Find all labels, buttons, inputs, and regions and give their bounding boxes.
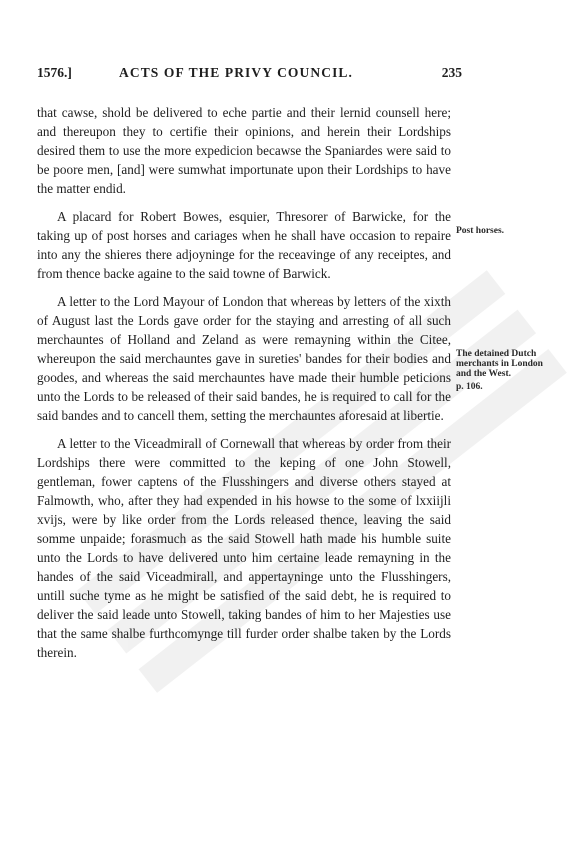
header-year: 1576.]	[37, 65, 72, 80]
margin-note-detained-merchants: The detained Dutch merchants in London and the West.	[456, 349, 543, 379]
header-title: ACTS OF THE PRIVY COUNCIL.	[119, 65, 354, 80]
body-text	[37, 103, 451, 671]
paragraph-continuation: that cawse, shold be delivered to eche partie and their lernid counsell here; and thereupon they to certifie their opinions, and herein their Lordships desired them to use the more expedicion becawse the Spaniardes were said to be poore men, [and] were sumwhat importunate upon their Lordships to have the matter endid.	[37, 105, 451, 196]
paragraph-letter-lord-mayor: A letter to the Lord Mayour of London that whereas by letters of the xixth of August last the Lords gave order for the staying and arresting of all such merchauntes of Holland and Zeland as were remayning within the Citee, whereupon the said merchauntes gave in sureties' bandes for their bodies and goodes, and whereas the said merchauntes have made their humble peticions unto the Lords to be released of their said bandes, he is required to call for the said bandes and to cancell them, setting the merchauntes aforesaid at libertie.	[37, 294, 451, 423]
margin-note-page-ref: p. 106.	[456, 382, 483, 392]
paragraph-placard: A placard for Robert Bowes, esquier, Thresorer of Barwicke, for the taking up of post horses and cariages when he shall have occasion to repaire into any the shieres there adjoyninge for the receavinge of any receiptes, and from thence backe againe to the said towne of Barwick.	[37, 209, 451, 281]
page-number: 235	[441, 65, 462, 80]
margin-note-post-horses: Post horses.	[456, 226, 505, 236]
paragraph-letter-viceadmiral: A letter to the Viceadmirall of Cornewall that whereas by order from their Lordships there were committed to the keping of one John Stowell, gentleman, fower captens of the Flusshingers and diverse others stayed at Falmowth, who, after they had expended in his howse to the some of lxxiijli xvijs, were by like order from the Lords released thence, leaving the said somme unpaide; forasmuch as the said Stowell hath made his humble suite unto the Lords to have delivered unto him certaine leade remayning in the handes of the said Viceadmirall, and appertayninge unto the Flusshingers, untill suche tyme as he might be satisfied of the said debt, he is required to deliver the said leade unto Stowell, taking bandes of him to her Majesties use that the same shalbe furthcomynge till furder order shalbe taken by the Lords therein.	[37, 436, 451, 660]
running-header	[37, 61, 462, 85]
